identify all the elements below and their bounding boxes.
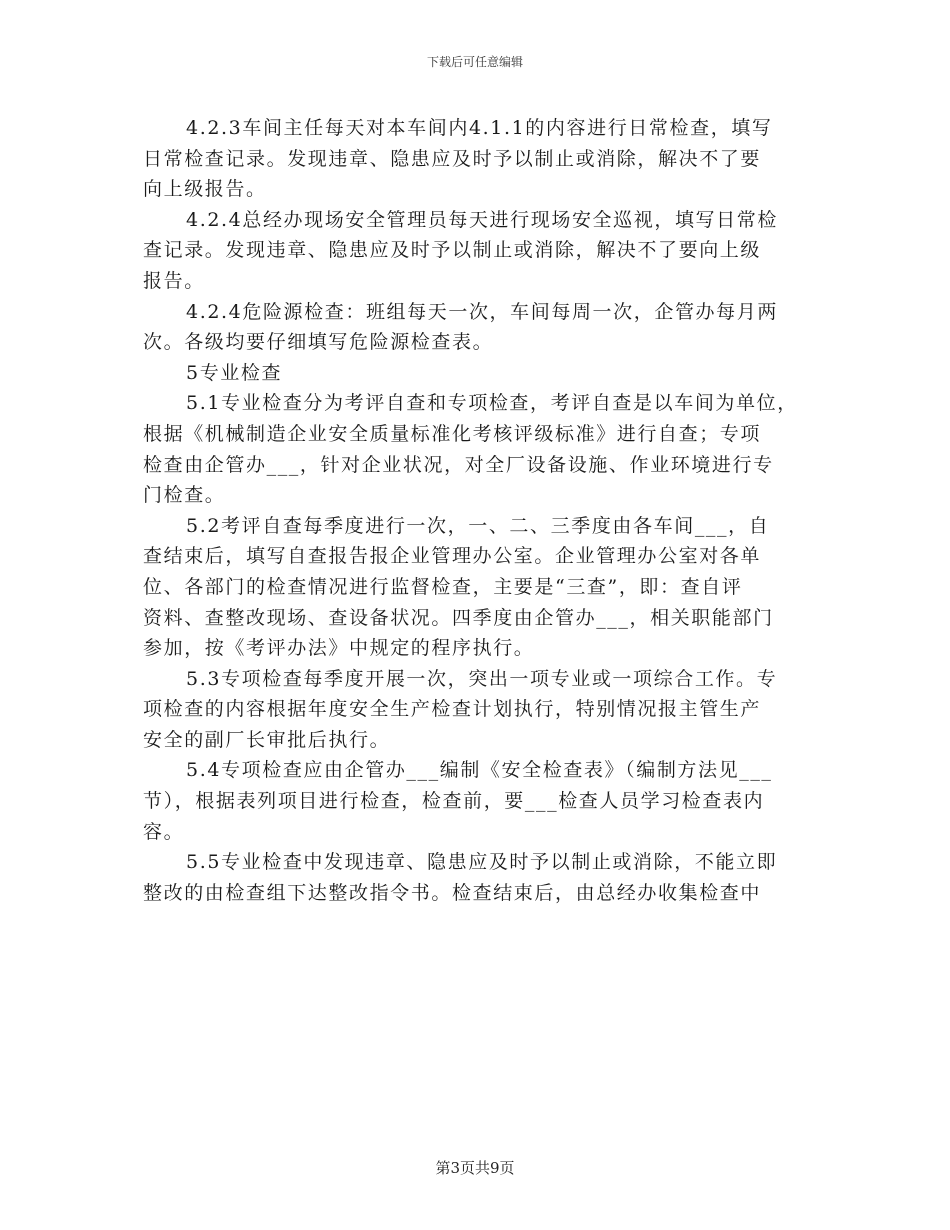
paragraph-5-1 [143, 388, 823, 510]
text-line: 5.5专业检查中发现违章、隐患应及时予以制止或消除，不能立即 [186, 851, 778, 874]
text-line: 项检查的内容根据年度安全生产检查计划执行，特别情况报主管生产 [143, 698, 762, 721]
section-heading-5 [143, 358, 823, 389]
text-line: 节），根据表列项目进行检查，检查前，要___检查人员学习检查表内 [143, 790, 765, 813]
document-body [143, 113, 823, 908]
text-line: 参加，按《考评办法》中规定的程序执行。 [143, 637, 535, 660]
text-line: 4.2.4总经办现场安全管理员每天进行现场安全巡视，填写日常检 [186, 208, 778, 231]
text-line: 检查由企管办___，针对企业状况，对全厂设备设施、作业环境进行专 [143, 453, 774, 476]
text-line: 门检查。 [143, 484, 226, 507]
text-line: 位、各部门的检查情况进行监督检查，主要是“三查”，即：查自评 [143, 575, 743, 598]
text-line: 4.2.3车间主任每天对本车间内4.1.1的内容进行日常检查，填写 [186, 117, 773, 139]
text-line: 报告。 [143, 269, 205, 292]
text-line: 5专业检查 [186, 361, 283, 384]
text-line: 查记录。发现违章、隐患应及时予以制止或消除，解决不了要向上级 [143, 239, 762, 262]
paragraph-4-2-4-b [143, 297, 823, 358]
text-line: 日常检查记录。发现违章、隐患应及时予以制止或消除，解决不了要 [143, 147, 762, 170]
paragraph-4-2-3 [143, 113, 823, 205]
text-line: 次。各级均要仔细填写危险源检查表。 [143, 331, 494, 354]
text-line: 安全的副厂长审批后执行。 [143, 728, 391, 751]
paragraph-5-4 [143, 755, 823, 847]
text-line: 向上级报告。 [143, 178, 267, 201]
page-header-note: 下载后可任意编辑 [426, 55, 523, 69]
text-line: 4.2.4危险源检查：班组每天一次，车间每周一次，企管办每月两 [186, 300, 778, 323]
text-line: 查结束后，填写自查报告报企业管理办公室。企业管理办公室对各单 [143, 545, 762, 568]
text-line: 5.3专项检查每季度开展一次，突出一项专业或一项综合工作。专 [186, 667, 778, 690]
text-line: 整改的由检查组下达整改指令书。检查结束后，由总经办收集检查中 [143, 881, 762, 904]
paragraph-5-3 [143, 664, 823, 756]
text-line: 容。 [143, 820, 185, 843]
text-line: 根据《机械制造企业安全质量标准化考核评级标准》进行自查；专项 [143, 422, 762, 445]
text-line: 5.4专项检查应由企管办___编制《安全检查表》（编制方法见___ [186, 759, 773, 782]
paragraph-4-2-4-a [143, 205, 823, 297]
text-line: 5.2考评自查每季度进行一次，一、二、三季度由各车间___，自 [186, 514, 770, 537]
paragraph-5-5 [143, 847, 823, 908]
text-line: 资料、查整改现场、查设备状况。四季度由企管办___，相关职能部门 [143, 606, 774, 629]
page-number-footer: 第3页共9页 [435, 1159, 515, 1177]
paragraph-5-2 [143, 511, 823, 664]
text-line: 5.1专业检查分为考评自查和专项检查，考评自查是以车间为单位， [186, 392, 798, 415]
